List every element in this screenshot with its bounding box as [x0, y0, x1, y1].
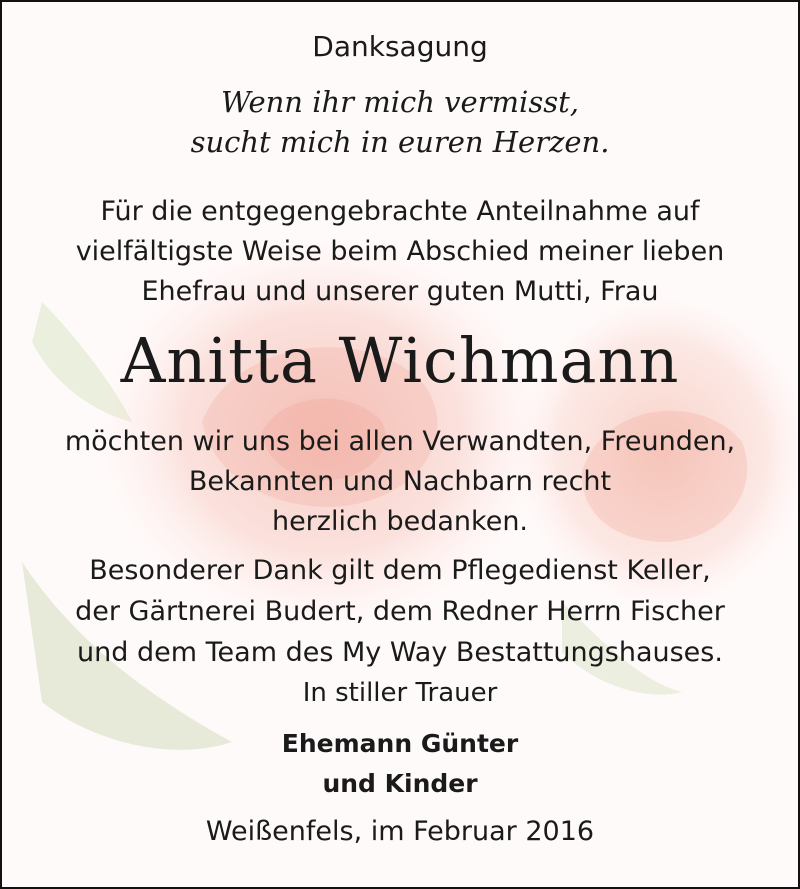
quote-line: sucht mich in euren Herzen.	[190, 125, 610, 159]
notice-heading: Danksagung	[312, 30, 488, 63]
intro-line: vielfältigste Weise beim Abschied meiner lieben	[75, 236, 725, 267]
special-thanks-line: Besonderer Dank gilt dem Pflegedienst Keller,	[89, 555, 711, 586]
place-date: Weißenfels, im Februar 2016	[205, 816, 595, 847]
special-thanks-paragraph	[2, 550, 798, 673]
signer-line: und Kinder	[322, 769, 478, 798]
signers	[2, 724, 798, 804]
deceased-name: Anitta Wichmann	[120, 324, 680, 397]
special-thanks-line: und dem Team des My Way Bestattungshauses.	[77, 637, 723, 668]
memorial-quote	[2, 82, 798, 162]
thanks-line: möchten wir uns bei allen Verwandten, Freunden,	[64, 426, 736, 457]
special-thanks-line: der Gärtnerei Budert, dem Redner Herrn Fischer	[75, 596, 725, 627]
thanks-line: herzlich bedanken.	[271, 506, 529, 537]
intro-paragraph	[2, 192, 798, 312]
intro-line: Für die entgegengebrachte Anteilnahme auf	[100, 196, 700, 227]
quote-line: Wenn ihr mich vermisst,	[221, 85, 579, 119]
mourning-line: In stiller Trauer	[302, 678, 498, 708]
intro-line: Ehefrau und unserer guten Mutti, Frau	[141, 276, 659, 307]
signer-line: Ehemann Günter	[281, 729, 519, 758]
thanks-line: Bekannten und Nachbarn recht	[188, 466, 612, 497]
thanks-paragraph	[2, 422, 798, 542]
